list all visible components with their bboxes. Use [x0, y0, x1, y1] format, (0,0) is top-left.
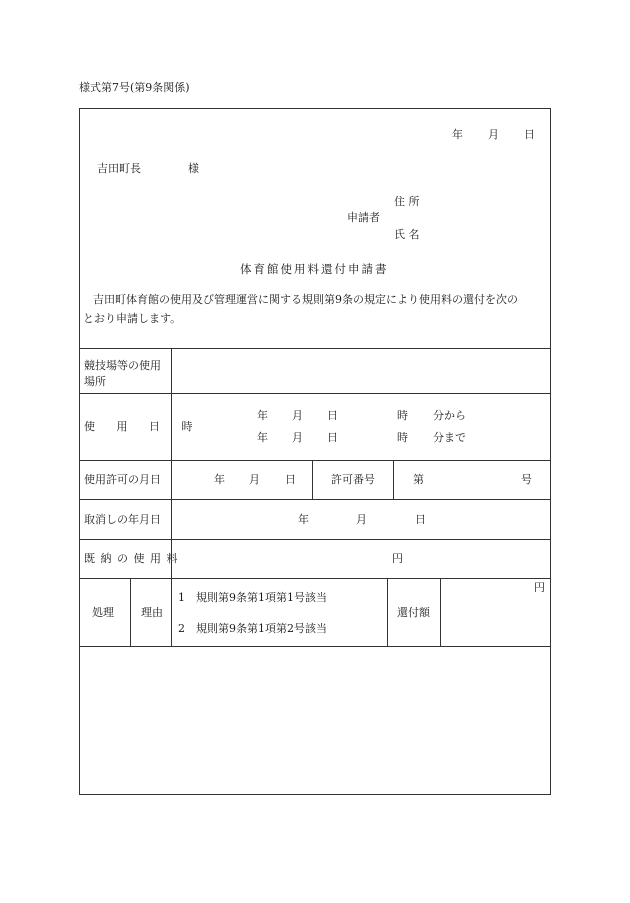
column-divider — [440, 578, 441, 646]
venue-label-line-2: 場所 — [84, 375, 106, 388]
row-divider — [79, 578, 551, 579]
address-label: 住 所 — [394, 195, 420, 208]
datetime-label: 使 用 日 時 — [84, 420, 202, 433]
from-day: 日 — [327, 409, 338, 422]
name-label: 氏 名 — [394, 228, 420, 241]
row-divider — [79, 499, 551, 500]
from-month: 月 — [292, 409, 303, 422]
permit-date-label: 使用許可の月日 — [84, 473, 161, 486]
label-column-divider — [171, 348, 172, 646]
cancel-date-label: 取消しの年月日 — [84, 513, 161, 526]
from-hour: 時 — [397, 409, 408, 422]
to-month: 月 — [292, 431, 303, 444]
permit-number-label: 許可番号 — [331, 473, 375, 486]
reason-option-1: 1 規則第9条第1項第1号該当 — [178, 591, 327, 604]
row-divider — [79, 460, 551, 461]
cancel-month: 月 — [356, 513, 367, 526]
to-year: 年 — [257, 431, 268, 444]
venue-label-line-1: 競技場等の使用 — [84, 359, 161, 372]
column-divider — [387, 578, 388, 646]
cancel-day: 日 — [415, 513, 426, 526]
refund-unit: 円 — [534, 581, 545, 594]
to-day: 日 — [327, 431, 338, 444]
reason-option-2: 2 規則第9条第1項第2号該当 — [178, 622, 327, 635]
reason-label: 理由 — [141, 606, 163, 619]
row-divider — [79, 393, 551, 394]
paid-fee-unit: 円 — [392, 552, 403, 565]
from-minute: 分から — [433, 409, 466, 422]
column-divider — [312, 460, 313, 499]
row-divider — [79, 539, 551, 540]
to-hour: 時 — [397, 431, 408, 444]
table-top-border — [79, 348, 551, 349]
to-minute: 分まで — [433, 431, 466, 444]
permit-number-suffix: 号 — [521, 473, 532, 486]
addressee-honorific: 様 — [188, 162, 199, 175]
paid-fee-label: 既 納 の 使 用 料 — [84, 552, 179, 565]
date-year: 年 — [452, 128, 463, 141]
date-month: 月 — [488, 128, 499, 141]
permit-month: 月 — [249, 473, 260, 486]
body-text-line-1: 吉田町体育館の使用及び管理運営に関する規則第9条の規定により使用料の還付を次の — [93, 293, 518, 306]
permit-day: 日 — [285, 473, 296, 486]
blank-remarks-area — [80, 647, 550, 794]
addressee-name: 吉田町長 — [97, 162, 141, 175]
cancel-year: 年 — [298, 513, 309, 526]
column-divider — [130, 578, 131, 646]
permit-number-prefix: 第 — [413, 473, 424, 486]
permit-year: 年 — [214, 473, 225, 486]
date-day: 日 — [524, 128, 535, 141]
from-year: 年 — [257, 409, 268, 422]
refund-amount-label: 還付額 — [397, 606, 430, 619]
form-number: 様式第7号(第9条関係) — [79, 81, 190, 94]
body-text-line-2: とおり申請します。 — [83, 312, 182, 325]
column-divider — [393, 460, 394, 499]
process-label: 処理 — [92, 606, 114, 619]
applicant-label: 申請者 — [347, 211, 380, 224]
document-title: 体育館使用料還付申請書 — [240, 262, 389, 276]
